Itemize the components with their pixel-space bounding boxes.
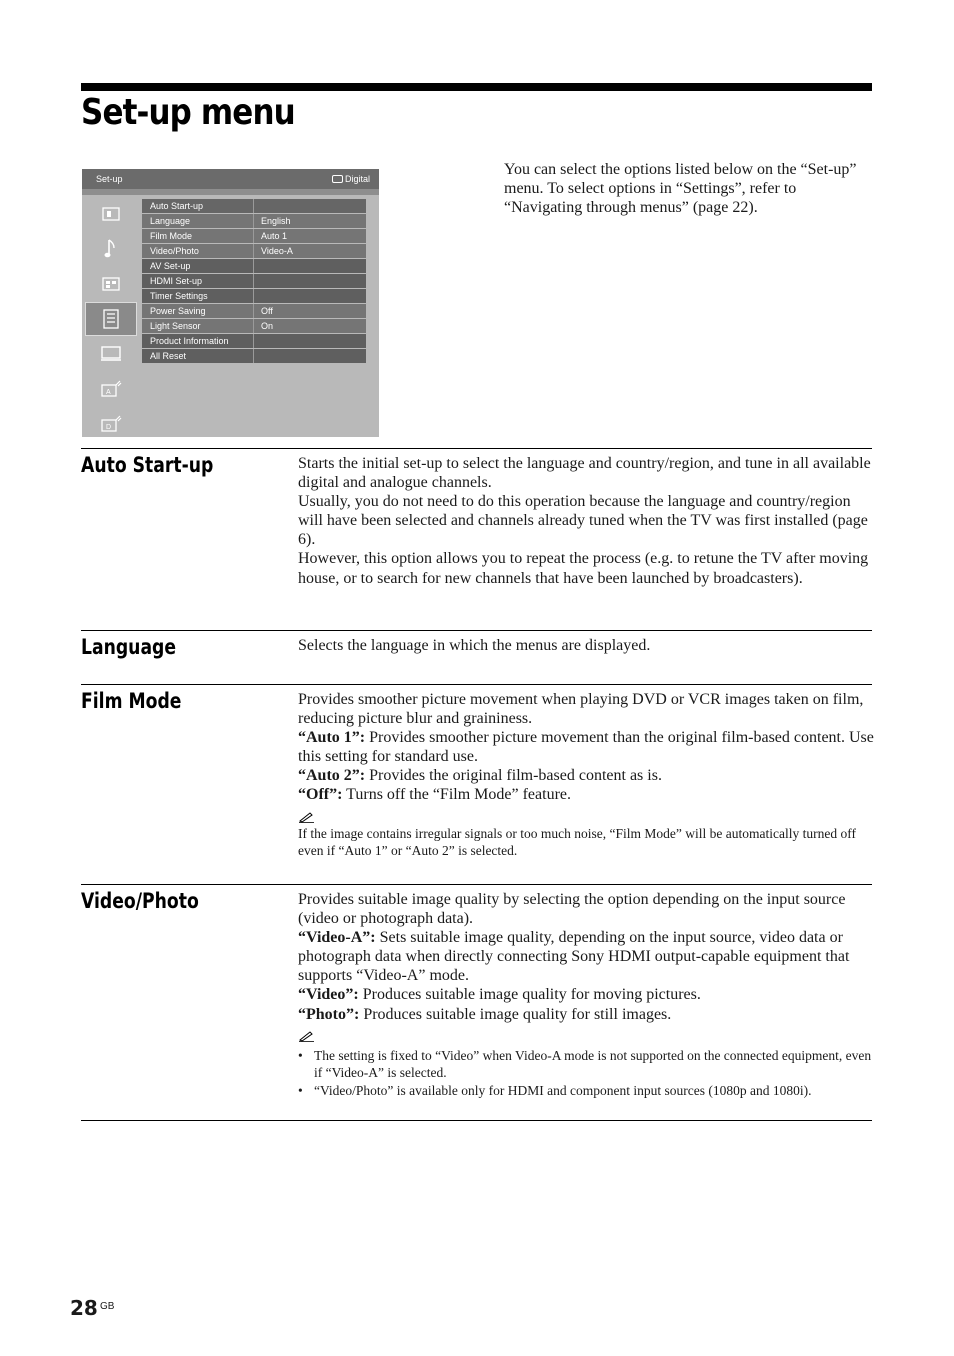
pencil-note-icon [298, 811, 874, 825]
page-region-code: GB [100, 1301, 115, 1312]
picture-icon [85, 197, 137, 231]
option-text: Produces suitable image quality for still images. [359, 1005, 672, 1023]
menu-row[interactable] [142, 289, 366, 303]
svg-text:A: A [106, 389, 111, 396]
option-video [298, 985, 874, 1004]
paragraph: Selects the language in which the menus are displayed. [298, 637, 651, 654]
source-label: Digital [344, 174, 370, 184]
menu-row[interactable] [142, 214, 366, 228]
section-auto-startup [81, 448, 872, 587]
menu-row[interactable] [142, 229, 366, 243]
menu-row-value [254, 289, 366, 303]
section-body [298, 636, 874, 655]
menu-row-label: Auto Start-up [142, 199, 254, 213]
option-label: “Photo”: [298, 1005, 360, 1023]
section-title: Video/Photo [81, 889, 199, 913]
menu-row-value: Off [261, 306, 273, 316]
menu-row[interactable] [142, 334, 366, 348]
section-body [298, 690, 874, 859]
menu-row-label: Timer Settings [142, 289, 254, 303]
menu-row-value [254, 274, 366, 288]
menu-row-label: Light Sensor [142, 319, 254, 333]
note-item: • “Video/Photo” is available only for HDMI and component input sources (1080p and 1080i). [298, 1082, 874, 1100]
menu-header-divider [82, 189, 379, 195]
option-label: “Auto 2”: [298, 767, 366, 785]
tv-source-icon [332, 175, 343, 183]
menu-row[interactable] [142, 274, 366, 288]
menu-row-value [254, 334, 366, 348]
option-label: “Video”: [298, 986, 359, 1004]
option-text: Provides the original film-based content as is. [365, 767, 662, 785]
option-auto1 [298, 728, 874, 766]
menu-row-label: Product Information [142, 334, 254, 348]
menu-row-label: AV Set-up [142, 259, 254, 273]
menu-row-value: On [261, 321, 274, 331]
option-off [298, 785, 874, 804]
digital-channel-icon [85, 407, 137, 441]
menu-row-value [254, 259, 366, 273]
analogue-channel-icon [85, 372, 137, 406]
display-icon [85, 337, 137, 371]
section-title: Auto Start-up [81, 453, 214, 477]
option-label: “Video-A”: [298, 929, 376, 947]
option-text: Produces suitable image quality for moving pictures. [358, 986, 701, 1004]
menu-row[interactable] [142, 304, 366, 318]
menu-row[interactable] [142, 349, 366, 363]
menu-row-value: Video-A [261, 246, 293, 256]
section-title: Language [81, 635, 177, 659]
menu-row-value: Auto 1 [261, 231, 288, 241]
option-text: Turns off the “Film Mode” feature. [342, 786, 571, 804]
source-indicator [332, 174, 370, 184]
section-body [298, 454, 874, 588]
feature-icon [85, 267, 137, 301]
option-label: “Auto 1”: [298, 729, 366, 747]
paragraph: However, this option allows you to repeat the process (e.g. to retune the TV after moving house, or to search for new channels that have been launched by broadcasters). [298, 550, 869, 587]
option-video-a [298, 928, 874, 985]
svg-text:D: D [106, 424, 112, 431]
menu-row[interactable] [142, 319, 366, 333]
menu-row-label: HDMI Set-up [142, 274, 254, 288]
paragraph: Starts the initial set-up to select the language and country/region, and tune in all available digital and analogue channels. [298, 455, 871, 492]
paragraph: Provides suitable image quality by selecting the option depending on the input source (video or photograph data). [298, 891, 846, 928]
setup-icon [85, 302, 137, 336]
bottom-rule [81, 1120, 872, 1121]
section-video-photo [81, 884, 872, 1098]
music-note-icon [85, 232, 137, 266]
menu-row-value: English [261, 216, 291, 226]
menu-row-label: Film Mode [142, 229, 254, 243]
note-list [298, 1047, 874, 1100]
intro-paragraph: You can select the options listed below on the “Set-up” menu. To select options in “Settings”, refer to “Navigating through menus” (page 22). [504, 161, 857, 216]
title-rule [81, 83, 872, 91]
menu-item-list [142, 199, 366, 364]
paragraph: Provides smoother picture movement when playing DVD or VCR images taken on film, reducing picture blur and graininess. [298, 691, 864, 728]
menu-row-value [254, 349, 366, 363]
menu-row-label: All Reset [142, 349, 254, 363]
option-text: Sets suitable image quality, depending on the input source, video data or photograph data when directly connecting Sony HDMI output-capable equipment that supports “Video-A” mode. [298, 929, 850, 985]
menu-row-label: Language [142, 214, 254, 228]
section-language [81, 630, 872, 659]
menu-header-bar [82, 169, 379, 189]
menu-row[interactable] [142, 244, 366, 258]
section-film-mode [81, 684, 874, 858]
menu-row-label: Video/Photo [142, 244, 254, 258]
option-text: Provides smoother picture movement than the original film-based content. Use this setting for standard use. [298, 729, 874, 766]
note-item: • The setting is fixed to “Video” when Video-A mode is not supported on the connected equipment, even if “Video-A” is selected. [298, 1047, 874, 1082]
menu-row-value [254, 199, 366, 213]
option-photo [298, 1005, 874, 1024]
menu-title: Set-up [96, 174, 123, 184]
menu-row[interactable] [142, 259, 366, 273]
section-body [298, 890, 874, 1099]
option-label: “Off”: [298, 786, 343, 804]
page-title: Set-up menu [81, 92, 295, 133]
page-number: 28 [70, 1296, 98, 1320]
menu-row-label: Power Saving [142, 304, 254, 318]
setup-menu-screenshot [82, 169, 379, 437]
menu-row[interactable] [142, 199, 366, 213]
option-auto2 [298, 766, 874, 785]
note-text: If the image contains irregular signals or too much noise, “Film Mode” will be automatically turned off even if “Auto 1” or “Auto 2” is selected. [298, 825, 856, 858]
menu-icon-column [85, 197, 137, 442]
pencil-note-icon [298, 1030, 874, 1044]
paragraph: Usually, you do not need to do this operation because the language and country/region will have been selected and channels already tuned when the TV was first installed (page 6). [298, 493, 868, 549]
section-title: Film Mode [81, 689, 182, 713]
